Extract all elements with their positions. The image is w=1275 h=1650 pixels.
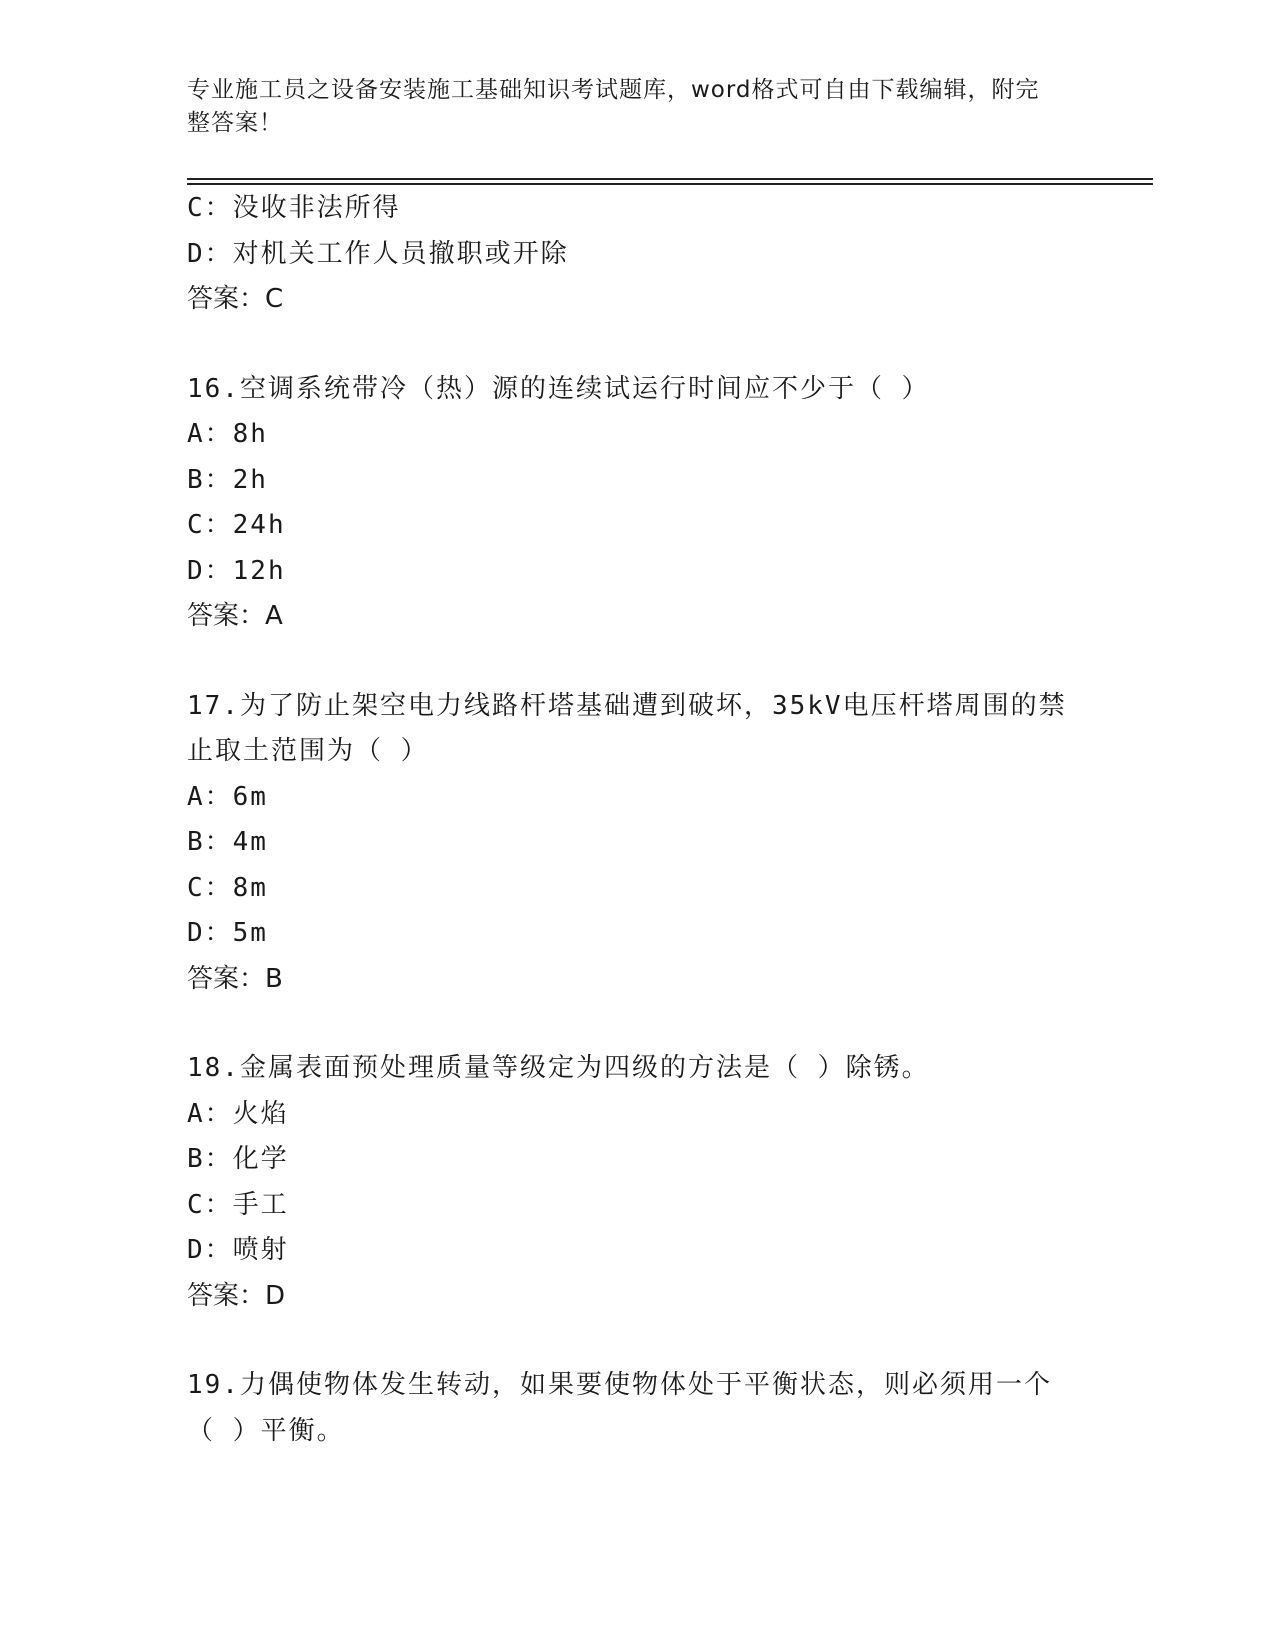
question-17 bbox=[187, 684, 1087, 1003]
option-a: A：8h bbox=[187, 419, 268, 449]
question-15-continuation bbox=[187, 186, 1087, 323]
option-b: B：2h bbox=[187, 464, 268, 495]
option-d: D：喷射 bbox=[187, 1235, 289, 1265]
document-body bbox=[187, 186, 1087, 1454]
option-b: B：4m bbox=[187, 827, 268, 857]
header-line-2: 整答案！ bbox=[187, 110, 283, 136]
header-rule-bottom bbox=[187, 183, 1153, 185]
document-header bbox=[187, 74, 1087, 140]
question-16 bbox=[187, 367, 1087, 640]
option-c: C：8m bbox=[187, 872, 268, 903]
question-text-cont: 止取土范围为（ ） bbox=[187, 736, 429, 766]
question-text: 18.金属表面预处理质量等级定为四级的方法是（ ）除锈。 bbox=[187, 1053, 930, 1083]
question-text: 19.力偶使物体发生转动，如果要使物体处于平衡状态，则必须用一个 bbox=[187, 1370, 1052, 1400]
option-c: C：手工 bbox=[187, 1189, 289, 1220]
header-rule-top bbox=[187, 178, 1153, 180]
option-a: A：6m bbox=[187, 781, 268, 812]
option-a: A：火焰 bbox=[187, 1098, 289, 1129]
header-line-1: 专业施工员之设备安装施工基础知识考试题库，word格式可自由下载编辑，附完 bbox=[187, 77, 1040, 103]
question-text: 17.为了防止架空电力线路杆塔基础遭到破坏，35kV电压杆塔周围的禁 bbox=[187, 690, 1067, 721]
question-19 bbox=[187, 1363, 1087, 1454]
option-d: D：对机关工作人员撤职或开除 bbox=[187, 238, 569, 269]
option-c: C：24h bbox=[187, 510, 286, 540]
question-text-cont: （ ）平衡。 bbox=[187, 1415, 345, 1446]
answer: 答案：B bbox=[187, 963, 283, 994]
question-text: 16.空调系统带冷（热）源的连续试运行时间应不少于（ ） bbox=[187, 373, 930, 404]
question-18 bbox=[187, 1046, 1087, 1319]
option-b: B：化学 bbox=[187, 1144, 289, 1174]
answer: 答案：C bbox=[187, 284, 284, 314]
answer: 答案：D bbox=[187, 1280, 286, 1311]
option-d: D：12h bbox=[187, 555, 286, 586]
option-c: C：没收非法所得 bbox=[187, 193, 401, 223]
option-d: D：5m bbox=[187, 918, 268, 948]
answer: 答案：A bbox=[187, 601, 283, 631]
